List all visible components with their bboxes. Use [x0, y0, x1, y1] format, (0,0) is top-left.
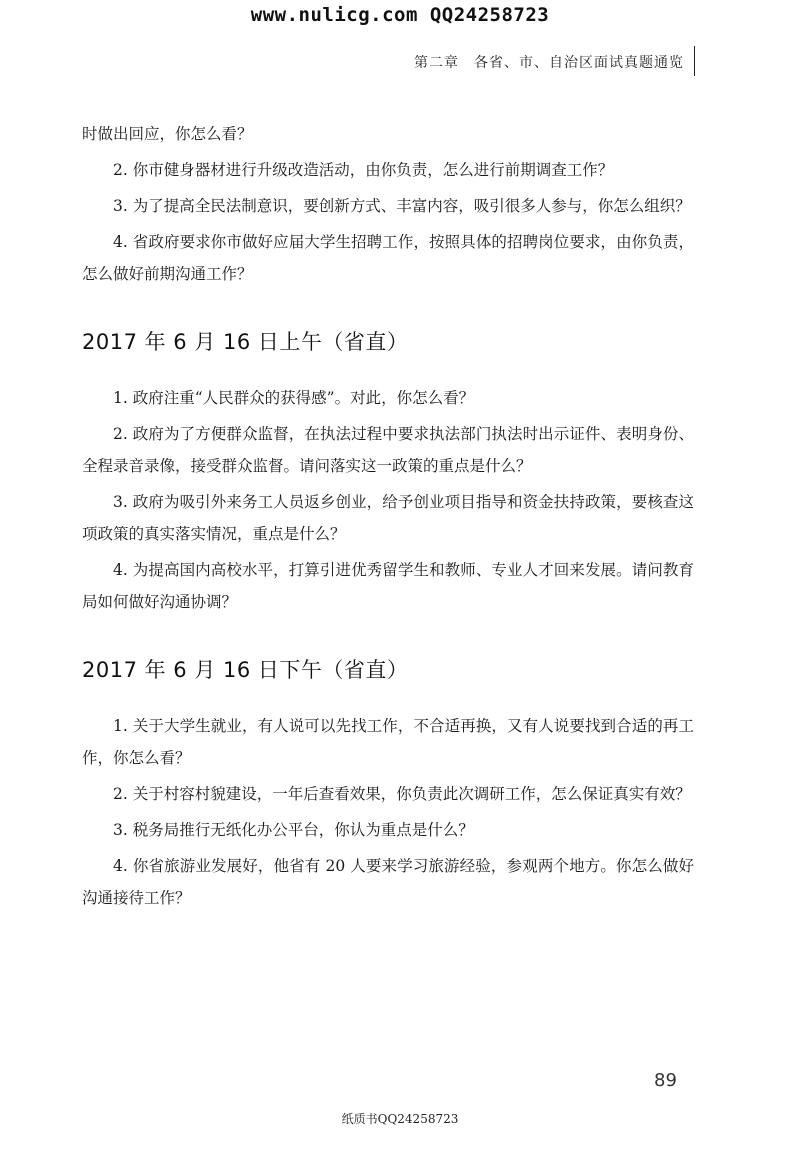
- watermark-top: www.nulicg.com QQ24258723: [250, 4, 550, 26]
- page-content: [82, 118, 694, 914]
- question-item: 3. 为了提高全民法制意识，要创新方式、丰富内容，吸引很多人参与，你怎么组织？: [113, 197, 691, 215]
- page-number: 89: [654, 1070, 677, 1091]
- question-item: 2. 政府为了方便群众监督，在执法过程中要求执法部门执法时出示证件、表明身份、全程录音录像，接受群众监督。请问落实这一政策的重点是什么？: [82, 425, 694, 475]
- section-title-morning: 2017 年 6 月 16 日上午（省直）: [82, 330, 409, 354]
- question-item: 1. 政府注重“人民群众的获得感”。对此，你怎么看？: [113, 389, 475, 407]
- running-header: 第二章 各省、市、自治区面试真题通览: [414, 55, 684, 71]
- question-item: 4. 为提高国内高校水平，打算引进优秀留学生和教师、专业人才回来发展。请问教育局如何做好沟通协调？: [82, 561, 694, 611]
- question-item: 2. 关于村容村貌建设，一年后查看效果，你负责此次调研工作，怎么保证真实有效？: [113, 785, 691, 803]
- question-item: 1. 关于大学生就业，有人说可以先找工作，不合适再换，又有人说要找到合适的再工作，你怎么看？: [82, 717, 694, 767]
- question-item: 4. 省政府要求你市做好应届大学生招聘工作，按照具体的招聘岗位要求，由你负责，怎么做好前期沟通工作？: [82, 233, 694, 283]
- section-title-afternoon: 2017 年 6 月 16 日下午（省直）: [82, 658, 409, 682]
- question-item: 4. 你省旅游业发展好，他省有 20 人要来学习旅游经验，参观两个地方。你怎么做好沟通接待工作？: [82, 857, 694, 907]
- header-rule: [694, 46, 695, 76]
- watermark-bottom: 纸质书QQ24258723: [341, 1112, 459, 1126]
- question-item: 时做出回应，你怎么看？: [82, 125, 253, 143]
- question-item: 3. 政府为吸引外来务工人员返乡创业，给予创业项目指导和资金扶持政策，要核查这项政策的真实落实情况，重点是什么？: [82, 493, 694, 543]
- question-item: 2. 你市健身器材进行升级改造活动，由你负责，怎么进行前期调查工作？: [113, 161, 614, 179]
- question-item: 3. 税务局推行无纸化办公平台，你认为重点是什么？: [113, 821, 474, 839]
